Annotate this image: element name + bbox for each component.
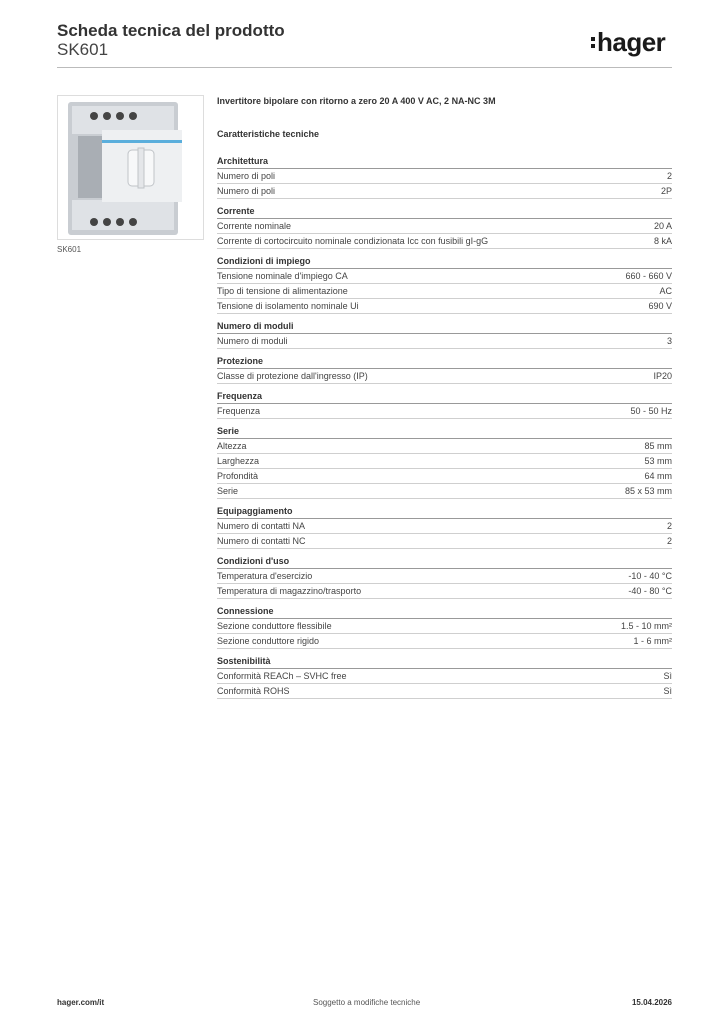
spec-row [217,439,672,454]
logo-wordmark: hager [597,27,666,57]
spec-label: Conformità ROHS [217,686,290,696]
spec-row [217,234,672,249]
spec-row [217,219,672,234]
spec-row [217,299,672,314]
spec-value: 3 [666,336,672,346]
spec-value: 50 - 50 Hz [630,406,672,416]
footer-date: 15.04.2026 [631,998,672,1007]
spec-value: Sì [663,671,672,681]
spec-row [217,569,672,584]
spec-label: Corrente di cortocircuito nominale condizionata Icc con fusibili gI-gG [217,236,489,246]
spec-value: AC [659,286,672,296]
spec-row [217,184,672,199]
spec-row [217,584,672,599]
product-description: Invertitore bipolare con ritorno a zero 20 A 400 V AC, 2 NA-NC 3M [217,96,496,106]
spec-label: Frequenza [217,406,261,416]
spec-value: -10 - 40 °C [628,571,672,581]
spec-section [217,555,672,599]
spec-value: 85 mm [644,441,672,451]
spec-row [217,534,672,549]
product-photo [57,95,204,240]
spec-section [217,205,672,249]
tech-heading: Caratteristiche tecniche [217,129,320,139]
spec-value: 8 kA [653,236,672,246]
section-title: Connessione [217,605,672,619]
photo-caption: SK601 [57,245,82,254]
spec-value: 1 - 6 mm² [633,636,672,646]
spec-section [217,155,672,199]
spec-row [217,484,672,499]
spec-label: Tensione di isolamento nominale Ui [217,301,359,311]
spec-label: Larghezza [217,456,260,466]
spec-row [217,454,672,469]
spec-section [217,320,672,349]
spec-row [217,634,672,649]
spec-section [217,355,672,384]
spec-value: 660 - 660 V [625,271,672,281]
spec-row [217,269,672,284]
header-divider [57,67,672,68]
spec-section [217,425,672,499]
spec-row [217,334,672,349]
logo-mark-icon [591,37,595,48]
spec-section [217,505,672,549]
spec-label: Tipo di tensione di alimentazione [217,286,348,296]
spec-label: Serie [217,486,239,496]
spec-value: 2 [666,536,672,546]
spec-row [217,619,672,634]
section-title: Frequenza [217,390,672,404]
spec-value: 2P [660,186,672,196]
spec-row [217,369,672,384]
section-title: Condizioni d'uso [217,555,672,569]
spec-section [217,605,672,649]
spec-label: Temperatura di magazzino/trasporto [217,586,362,596]
spec-label: Numero di contatti NA [217,521,306,531]
product-code: SK601 [57,40,109,59]
spec-value: IP20 [653,371,672,381]
spec-value: -40 - 80 °C [628,586,672,596]
spec-value: 53 mm [644,456,672,466]
footer-disclaimer: Soggetto a modifiche tecniche [313,998,421,1007]
section-title: Equipaggiamento [217,505,672,519]
section-title: Serie [217,425,672,439]
spec-label: Temperatura d'esercizio [217,571,313,581]
spec-label: Conformità REACh – SVHC free [217,671,347,681]
section-title: Sostenibilità [217,655,672,669]
spec-value: 85 x 53 mm [624,486,672,496]
spec-section [217,655,672,699]
spec-value: 1.5 - 10 mm² [620,621,672,631]
spec-label: Corrente nominale [217,221,292,231]
spec-value: Sì [663,686,672,696]
spec-content [217,95,672,699]
spec-section [217,255,672,314]
section-title: Architettura [217,155,672,169]
spec-label: Profondità [217,471,259,481]
spec-row [217,469,672,484]
spec-label: Numero di poli [217,186,276,196]
page-title: Scheda tecnica del prodotto [57,21,285,40]
spec-label: Numero di moduli [217,336,288,346]
spec-label: Numero di poli [217,171,276,181]
section-title: Condizioni di impiego [217,255,672,269]
spec-label: Sezione conduttore flessibile [217,621,332,631]
spec-label: Classe di protezione dall'ingresso (IP) [217,371,368,381]
hager-logo [591,27,665,57]
spec-value: 2 [666,171,672,181]
section-title: Protezione [217,355,672,369]
spec-value: 20 A [653,221,672,231]
spec-value: 690 V [648,301,672,311]
spec-label: Numero di contatti NC [217,536,306,546]
section-title: Numero di moduli [217,320,672,334]
spec-row [217,669,672,684]
spec-section [217,390,672,419]
spec-value: 2 [666,521,672,531]
spec-row [217,284,672,299]
spec-label: Sezione conduttore rigido [217,636,320,646]
spec-row [217,684,672,699]
spec-sections [217,155,672,699]
spec-value: 64 mm [644,471,672,481]
spec-label: Tensione nominale d'impiego CA [217,271,348,281]
footer-website[interactable]: hager.com/it [57,998,105,1007]
section-title: Corrente [217,205,672,219]
spec-row [217,404,672,419]
spec-row [217,519,672,534]
spec-row [217,169,672,184]
spec-label: Altezza [217,441,247,451]
